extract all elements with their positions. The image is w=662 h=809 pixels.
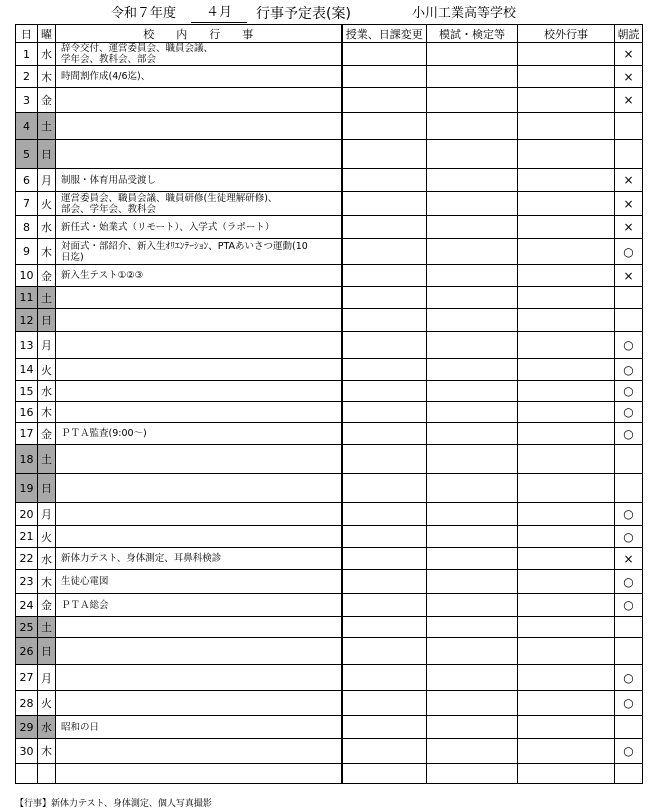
event-cell <box>56 665 342 691</box>
title-name: 行事予定表(案) <box>256 6 351 22</box>
header-row <box>16 25 643 43</box>
day-cell: 21 <box>16 526 38 548</box>
class-change-cell <box>342 309 427 332</box>
event-cell <box>56 503 342 526</box>
table-row <box>16 287 643 309</box>
day-cell: 18 <box>16 445 38 474</box>
table-row <box>16 66 643 88</box>
table-row <box>16 332 643 359</box>
external-event-cell <box>518 665 615 691</box>
class-change-cell <box>342 638 427 665</box>
exam-cell <box>427 474 518 503</box>
class-change-cell <box>342 691 427 716</box>
day-cell: 26 <box>16 638 38 665</box>
external-event-cell <box>518 716 615 739</box>
morning-reading-cell <box>615 617 643 638</box>
external-event-cell <box>518 594 615 617</box>
title-month: ４月 <box>191 4 247 23</box>
morning-reading-cell: ○ <box>615 332 643 359</box>
day-cell: 30 <box>16 739 38 764</box>
day-cell: 9 <box>16 239 38 265</box>
weekday-cell: 土 <box>38 445 56 474</box>
table-row <box>16 140 643 169</box>
event-cell <box>56 739 342 764</box>
event-cell <box>56 381 342 402</box>
day-cell: 4 <box>16 113 38 140</box>
morning-reading-cell <box>615 287 643 309</box>
event-cell <box>56 764 342 784</box>
table-row <box>16 716 643 739</box>
weekday-cell: 木 <box>38 402 56 423</box>
header-exams: 模試・検定等 <box>427 25 518 43</box>
morning-reading-cell: ○ <box>615 503 643 526</box>
table-row <box>16 503 643 526</box>
event-cell: 新任式・始業式（リモート）、入学式（ラポート） <box>56 216 342 239</box>
event-cell <box>56 691 342 716</box>
external-event-cell <box>518 113 615 140</box>
event-cell <box>56 445 342 474</box>
morning-reading-cell: × <box>615 66 643 88</box>
weekday-cell: 木 <box>38 739 56 764</box>
weekday-cell: 金 <box>38 594 56 617</box>
class-change-cell <box>342 402 427 423</box>
table-row <box>16 638 643 665</box>
external-event-cell <box>518 381 615 402</box>
event-cell: 生徒心電図 <box>56 570 342 594</box>
day-cell <box>16 764 38 784</box>
weekday-cell: 水 <box>38 216 56 239</box>
weekday-cell: 水 <box>38 381 56 402</box>
weekday-cell: 月 <box>38 332 56 359</box>
weekday-cell: 水 <box>38 548 56 570</box>
event-cell <box>56 309 342 332</box>
weekday-cell: 木 <box>38 239 56 265</box>
class-change-cell <box>342 474 427 503</box>
external-event-cell <box>518 169 615 192</box>
exam-cell <box>427 332 518 359</box>
day-cell: 23 <box>16 570 38 594</box>
class-change-cell <box>342 140 427 169</box>
morning-reading-cell: ○ <box>615 665 643 691</box>
weekday-cell: 火 <box>38 192 56 216</box>
morning-reading-cell <box>615 764 643 784</box>
exam-cell <box>427 445 518 474</box>
external-event-cell <box>518 265 615 287</box>
event-cell <box>56 359 342 381</box>
morning-reading-cell <box>615 140 643 169</box>
day-cell: 7 <box>16 192 38 216</box>
external-event-cell <box>518 216 615 239</box>
class-change-cell <box>342 287 427 309</box>
weekday-cell: 月 <box>38 665 56 691</box>
weekday-cell: 木 <box>38 570 56 594</box>
morning-reading-cell: × <box>615 216 643 239</box>
class-change-cell <box>342 570 427 594</box>
day-cell: 16 <box>16 402 38 423</box>
exam-cell <box>427 617 518 638</box>
external-event-cell <box>518 359 615 381</box>
event-cell <box>56 474 342 503</box>
document-title <box>0 4 662 24</box>
class-change-cell <box>342 716 427 739</box>
class-change-cell <box>342 332 427 359</box>
school-name: 小川工業高等学校 <box>412 6 517 21</box>
external-event-cell <box>518 617 615 638</box>
class-change-cell <box>342 359 427 381</box>
morning-reading-cell: × <box>615 265 643 287</box>
table-row <box>16 594 643 617</box>
table-row <box>16 192 643 216</box>
weekday-cell: 水 <box>38 43 56 66</box>
event-cell <box>56 140 342 169</box>
morning-reading-cell <box>615 638 643 665</box>
weekday-cell: 金 <box>38 88 56 113</box>
table-row <box>16 113 643 140</box>
table-row <box>16 445 643 474</box>
weekday-cell: 火 <box>38 359 56 381</box>
day-cell: 12 <box>16 309 38 332</box>
weekday-cell: 金 <box>38 423 56 445</box>
event-cell <box>56 638 342 665</box>
morning-reading-cell: × <box>615 169 643 192</box>
exam-cell <box>427 548 518 570</box>
table-row <box>16 526 643 548</box>
event-cell: 時間割作成(4/6迄)、 <box>56 66 342 88</box>
class-change-cell <box>342 113 427 140</box>
exam-cell <box>427 113 518 140</box>
header-weekday: 曜 <box>38 25 56 43</box>
header-day: 日 <box>16 25 38 43</box>
class-change-cell <box>342 43 427 66</box>
table-row <box>16 665 643 691</box>
day-cell: 10 <box>16 265 38 287</box>
morning-reading-cell: ○ <box>615 423 643 445</box>
external-event-cell <box>518 140 615 169</box>
exam-cell <box>427 503 518 526</box>
exam-cell <box>427 66 518 88</box>
day-cell: 1 <box>16 43 38 66</box>
exam-cell <box>427 169 518 192</box>
morning-reading-cell: ○ <box>615 570 643 594</box>
event-cell: 対面式・部紹介、新入生ｵﾘｴﾝﾃｰｼｮﾝ、PTAあいさつ運動(10 日迄) <box>56 239 342 265</box>
event-cell <box>56 617 342 638</box>
event-cell <box>56 88 342 113</box>
external-event-cell <box>518 739 615 764</box>
morning-reading-cell: × <box>615 548 643 570</box>
table-row <box>16 764 643 784</box>
day-cell: 17 <box>16 423 38 445</box>
external-event-cell <box>518 239 615 265</box>
event-cell <box>56 287 342 309</box>
weekday-cell: 金 <box>38 265 56 287</box>
external-event-cell <box>518 570 615 594</box>
external-event-cell <box>518 43 615 66</box>
exam-cell <box>427 570 518 594</box>
table-row <box>16 474 643 503</box>
class-change-cell <box>342 503 427 526</box>
morning-reading-cell: ○ <box>615 402 643 423</box>
table-row <box>16 309 643 332</box>
table-row <box>16 239 643 265</box>
weekday-cell: 土 <box>38 113 56 140</box>
class-change-cell <box>342 381 427 402</box>
day-cell: 22 <box>16 548 38 570</box>
morning-reading-cell <box>615 474 643 503</box>
class-change-cell <box>342 526 427 548</box>
table-row <box>16 570 643 594</box>
exam-cell <box>427 88 518 113</box>
class-change-cell <box>342 88 427 113</box>
morning-reading-cell: ○ <box>615 381 643 402</box>
morning-reading-cell <box>615 113 643 140</box>
exam-cell <box>427 265 518 287</box>
exam-cell <box>427 192 518 216</box>
weekday-cell: 木 <box>38 66 56 88</box>
weekday-cell <box>38 764 56 784</box>
event-cell <box>56 402 342 423</box>
exam-cell <box>427 739 518 764</box>
event-cell: 新体力テスト、身体測定、耳鼻科検診 <box>56 548 342 570</box>
table-row <box>16 617 643 638</box>
morning-reading-cell: × <box>615 88 643 113</box>
event-cell: 制服・体育用品受渡し <box>56 169 342 192</box>
external-event-cell <box>518 638 615 665</box>
exam-cell <box>427 423 518 445</box>
header-external-events: 校外行事 <box>518 25 615 43</box>
external-event-cell <box>518 287 615 309</box>
external-event-cell <box>518 423 615 445</box>
morning-reading-cell: ○ <box>615 526 643 548</box>
exam-cell <box>427 638 518 665</box>
event-cell: 昭和の日 <box>56 716 342 739</box>
external-event-cell <box>518 503 615 526</box>
class-change-cell <box>342 594 427 617</box>
event-cell: ＰＴＡ総会 <box>56 594 342 617</box>
weekday-cell: 日 <box>38 309 56 332</box>
morning-reading-cell: ○ <box>615 739 643 764</box>
weekday-cell: 月 <box>38 503 56 526</box>
day-cell: 19 <box>16 474 38 503</box>
weekday-cell: 日 <box>38 140 56 169</box>
footer-note: 【行事】新体力テスト、身体測定、個人写真撮影 <box>15 799 212 809</box>
external-event-cell <box>518 764 615 784</box>
external-event-cell <box>518 309 615 332</box>
day-cell: 13 <box>16 332 38 359</box>
external-event-cell <box>518 192 615 216</box>
weekday-cell: 水 <box>38 716 56 739</box>
table-row <box>16 381 643 402</box>
event-cell <box>56 526 342 548</box>
weekday-cell: 火 <box>38 526 56 548</box>
day-cell: 6 <box>16 169 38 192</box>
morning-reading-cell <box>615 445 643 474</box>
class-change-cell <box>342 423 427 445</box>
exam-cell <box>427 287 518 309</box>
morning-reading-cell <box>615 309 643 332</box>
day-cell: 24 <box>16 594 38 617</box>
exam-cell <box>427 716 518 739</box>
table-row <box>16 548 643 570</box>
external-event-cell <box>518 691 615 716</box>
class-change-cell <box>342 548 427 570</box>
exam-cell <box>427 216 518 239</box>
class-change-cell <box>342 665 427 691</box>
class-change-cell <box>342 445 427 474</box>
event-cell: ＰＴＡ監査(9:00～) <box>56 423 342 445</box>
day-cell: 29 <box>16 716 38 739</box>
morning-reading-cell: × <box>615 43 643 66</box>
weekday-cell: 月 <box>38 169 56 192</box>
day-cell: 11 <box>16 287 38 309</box>
day-cell: 25 <box>16 617 38 638</box>
header-class-changes: 授業、日課変更 <box>342 25 427 43</box>
table-row <box>16 402 643 423</box>
table-row <box>16 169 643 192</box>
weekday-cell: 日 <box>38 638 56 665</box>
title-year: 令和７年度 <box>111 6 177 21</box>
table-row <box>16 265 643 287</box>
exam-cell <box>427 381 518 402</box>
exam-cell <box>427 309 518 332</box>
header-morning-reading: 朝読 <box>615 25 643 43</box>
class-change-cell <box>342 216 427 239</box>
external-event-cell <box>518 474 615 503</box>
weekday-cell: 日 <box>38 474 56 503</box>
class-change-cell <box>342 192 427 216</box>
morning-reading-cell <box>615 716 643 739</box>
event-cell <box>56 332 342 359</box>
morning-reading-cell: ○ <box>615 691 643 716</box>
table-row <box>16 216 643 239</box>
external-event-cell <box>518 66 615 88</box>
event-cell <box>56 113 342 140</box>
table-row <box>16 43 643 66</box>
event-cell: 運営委員会、職員会議、職員研修(生徒理解研修)、 部会、学年会、教科会 <box>56 192 342 216</box>
day-cell: 28 <box>16 691 38 716</box>
table-row <box>16 359 643 381</box>
day-cell: 5 <box>16 140 38 169</box>
class-change-cell <box>342 739 427 764</box>
exam-cell <box>427 594 518 617</box>
external-event-cell <box>518 445 615 474</box>
class-change-cell <box>342 169 427 192</box>
exam-cell <box>427 140 518 169</box>
exam-cell <box>427 526 518 548</box>
morning-reading-cell: ○ <box>615 239 643 265</box>
event-cell: 辞令交付、運営委員会、職員会議、 学年会、教科会、部会 <box>56 43 342 66</box>
exam-cell <box>427 43 518 66</box>
exam-cell <box>427 691 518 716</box>
table-row <box>16 88 643 113</box>
exam-cell <box>427 402 518 423</box>
exam-cell <box>427 764 518 784</box>
class-change-cell <box>342 66 427 88</box>
table-row <box>16 423 643 445</box>
exam-cell <box>427 359 518 381</box>
morning-reading-cell: ○ <box>615 359 643 381</box>
class-change-cell <box>342 617 427 638</box>
header-internal-events: 校 内 行 事 <box>56 25 342 43</box>
morning-reading-cell: ○ <box>615 594 643 617</box>
day-cell: 2 <box>16 66 38 88</box>
external-event-cell <box>518 402 615 423</box>
schedule-table <box>15 24 643 784</box>
table-row <box>16 739 643 764</box>
weekday-cell: 火 <box>38 691 56 716</box>
class-change-cell <box>342 239 427 265</box>
class-change-cell <box>342 764 427 784</box>
external-event-cell <box>518 526 615 548</box>
weekday-cell: 土 <box>38 617 56 638</box>
weekday-cell: 土 <box>38 287 56 309</box>
external-event-cell <box>518 88 615 113</box>
day-cell: 27 <box>16 665 38 691</box>
day-cell: 14 <box>16 359 38 381</box>
event-cell: 新入生テスト①②③ <box>56 265 342 287</box>
table-row <box>16 691 643 716</box>
day-cell: 3 <box>16 88 38 113</box>
exam-cell <box>427 239 518 265</box>
exam-cell <box>427 665 518 691</box>
class-change-cell <box>342 265 427 287</box>
external-event-cell <box>518 548 615 570</box>
day-cell: 15 <box>16 381 38 402</box>
day-cell: 20 <box>16 503 38 526</box>
day-cell: 8 <box>16 216 38 239</box>
morning-reading-cell: × <box>615 192 643 216</box>
external-event-cell <box>518 332 615 359</box>
